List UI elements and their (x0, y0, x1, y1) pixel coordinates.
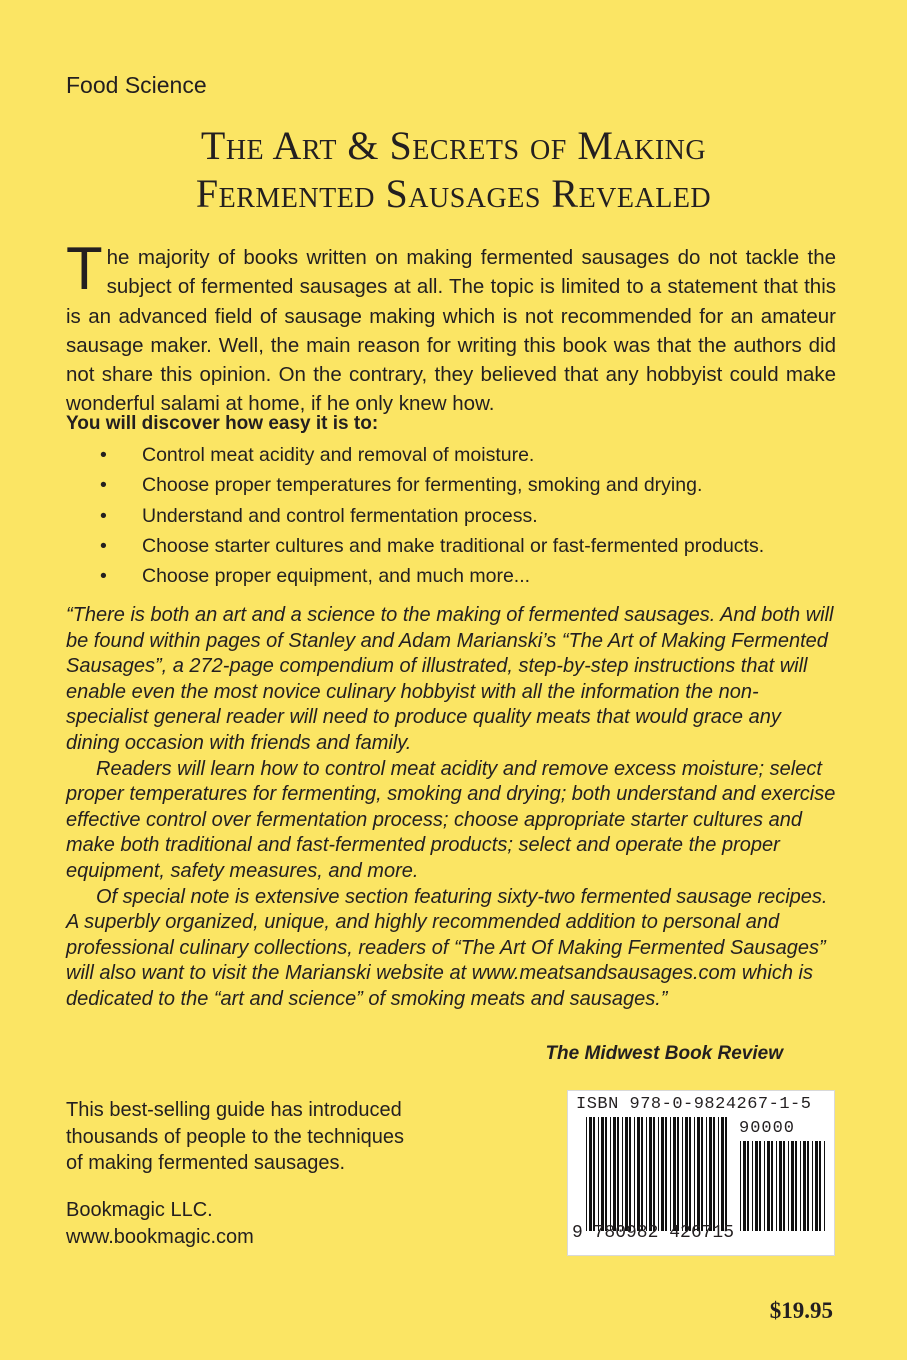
barcode-bar (673, 1117, 676, 1231)
barcode-bar (764, 1141, 765, 1231)
barcode-bar (629, 1117, 631, 1231)
barcode-bar (721, 1117, 724, 1231)
category-label: Food Science (66, 72, 207, 98)
barcode-bar (586, 1117, 587, 1231)
barcode-bar (783, 1141, 785, 1231)
barcode-bar (709, 1117, 712, 1231)
barcode-bar (634, 1117, 635, 1231)
barcode-bar (743, 1141, 746, 1231)
barcode-bar (779, 1141, 782, 1231)
barcode-bar (767, 1141, 770, 1231)
barcode-bar (598, 1117, 599, 1231)
barcode-bar (713, 1117, 715, 1231)
barcode-bar (697, 1117, 700, 1231)
bullet-icon: • (100, 504, 107, 527)
barcode-bar (589, 1117, 592, 1231)
isbn-label: ISBN 978-0-9824267-1-5 (576, 1095, 812, 1114)
review-paragraph: “There is both an art and a science to the making of fermented sausages. And both will be found within pages of Stanley and Adam Marianski’s “The Art of Making Fermented Sausages”, a 272-page compendium of illustrated, step-by-step instructions that will enable even the most novice culinary hobbyist with all the information the non-specialist general reader will need to produce quality meats that would grace any dining occasion with friends and family. (66, 604, 834, 754)
barcode-bar (807, 1141, 809, 1231)
bullet-icon: • (100, 444, 107, 466)
barcode-bar (706, 1117, 707, 1231)
barcode-bar (622, 1117, 623, 1231)
barcode-bar (755, 1141, 758, 1231)
list-item (100, 440, 764, 470)
bullet-icon: • (100, 474, 107, 497)
barcode-bar (747, 1141, 749, 1231)
barcode-bar (685, 1117, 688, 1231)
barcode-bar (689, 1117, 691, 1231)
barcode-bar (718, 1117, 719, 1231)
publisher-website: www.bookmagic.com (66, 1225, 254, 1248)
book-title-line-2: Fermented Sausages Revealed (195, 171, 712, 216)
book-title (40, 122, 867, 218)
barcode-bar (803, 1141, 806, 1231)
discover-list (100, 440, 764, 591)
review-paragraph: Readers will learn how to control meat acidity and remove excess moisture; select proper temperatures for fermenting, smoking and drying; both understand and exercise effective control over fermentation process; choose appropriate starter cultures and make both traditional and fast-fermented products; select and operate the proper equipment, safety measures, and more. (66, 757, 836, 882)
barcode-bar (740, 1141, 741, 1231)
barcode-bar (791, 1141, 794, 1231)
list-item-text: Control meat acidity and removal of moisture. (142, 444, 535, 466)
barcode-bar (701, 1117, 703, 1231)
promo-text (66, 1097, 404, 1177)
price: $19.95 (769, 1298, 833, 1323)
list-item-text: Choose proper equipment, and much more... (142, 565, 531, 588)
publisher-name: Bookmagic LLC. (66, 1199, 213, 1221)
barcode-bar (788, 1141, 789, 1231)
promo-line: thousands of people to the techniques (66, 1125, 405, 1148)
list-item (100, 561, 764, 591)
review-paragraph: Of special note is extensive section featuring sixty-two fermented sausage recipes. A superbly organized, unique, and highly recommended addition to personal and professional culinary collections, readers of “The Art Of Making Fermented Sausages” will also want to visit the Marianski website at www.meatsandsausages.com which is dedicated to the “art and science” of smoking meats and sausages.” (66, 885, 828, 1010)
drop-cap: T (66, 235, 103, 302)
barcode-bar (665, 1117, 667, 1231)
list-item-text: Understand and control fermentation process. (142, 504, 538, 527)
barcode-bar (637, 1117, 640, 1231)
barcode-bar (725, 1117, 727, 1231)
list-item-text: Choose proper temperatures for fermenting, smoking and drying. (142, 474, 703, 497)
barcode-bar (759, 1141, 761, 1231)
review-quote (66, 603, 836, 1013)
barcode-bar (815, 1141, 818, 1231)
barcode-bar (752, 1141, 753, 1231)
bullet-icon: • (100, 534, 107, 557)
barcode-bar (776, 1141, 777, 1231)
barcode-bar (641, 1117, 643, 1231)
list-item-text: Choose starter cultures and make traditional or fast-fermented products. (142, 534, 765, 557)
barcode-bar (625, 1117, 628, 1231)
barcode-bar (601, 1117, 604, 1231)
barcode-bar (610, 1117, 611, 1231)
list-item (100, 531, 764, 561)
barcode-bar (613, 1117, 616, 1231)
barcode-bar (677, 1117, 679, 1231)
book-title-line-1: The Art & Secrets of Making (200, 123, 707, 168)
barcode-bar (670, 1117, 671, 1231)
review-source: The Midwest Book Review (545, 1043, 783, 1064)
barcode-bar (800, 1141, 801, 1231)
barcode-bar (812, 1141, 813, 1231)
barcode-addon-number: 90000 (739, 1119, 796, 1138)
barcode-bar (593, 1117, 595, 1231)
barcode-bar (658, 1117, 659, 1231)
barcode-bar (771, 1141, 773, 1231)
discover-heading: You will discover how easy it is to: (66, 413, 379, 434)
barcode-bar (649, 1117, 652, 1231)
publisher-info (66, 1197, 254, 1250)
barcode-bar (795, 1141, 797, 1231)
intro-text: he majority of books written on making fermented sausages do not tackle the subject of fermented sausages at all. The topic is limited to a statement that this is an advanced field of sausage making which is not recommended for an amateur sausage maker. Well, the main reason for writing this book was that the authors did not share this opinion. On the contrary, they believed that any hobbyist could make wonderful salami at home, if he only knew how. (66, 246, 836, 416)
barcode-bar (661, 1117, 664, 1231)
barcode-bar (653, 1117, 655, 1231)
list-item (100, 470, 764, 500)
barcode-bar (646, 1117, 647, 1231)
bullet-icon: • (100, 565, 107, 588)
intro-paragraph (66, 235, 836, 419)
barcode-bar (824, 1141, 825, 1231)
barcode-bar (819, 1141, 821, 1231)
isbn-barcode (567, 1090, 835, 1256)
barcode-bar (617, 1117, 619, 1231)
barcode-digits: 9 780982 426715 (572, 1223, 735, 1243)
barcode-bar (605, 1117, 607, 1231)
promo-line: of making fermented sausages. (66, 1152, 346, 1174)
barcode-bar (682, 1117, 683, 1231)
barcode-bar (694, 1117, 695, 1231)
list-item (100, 501, 764, 531)
promo-line: This best-selling guide has introduced (66, 1099, 402, 1121)
